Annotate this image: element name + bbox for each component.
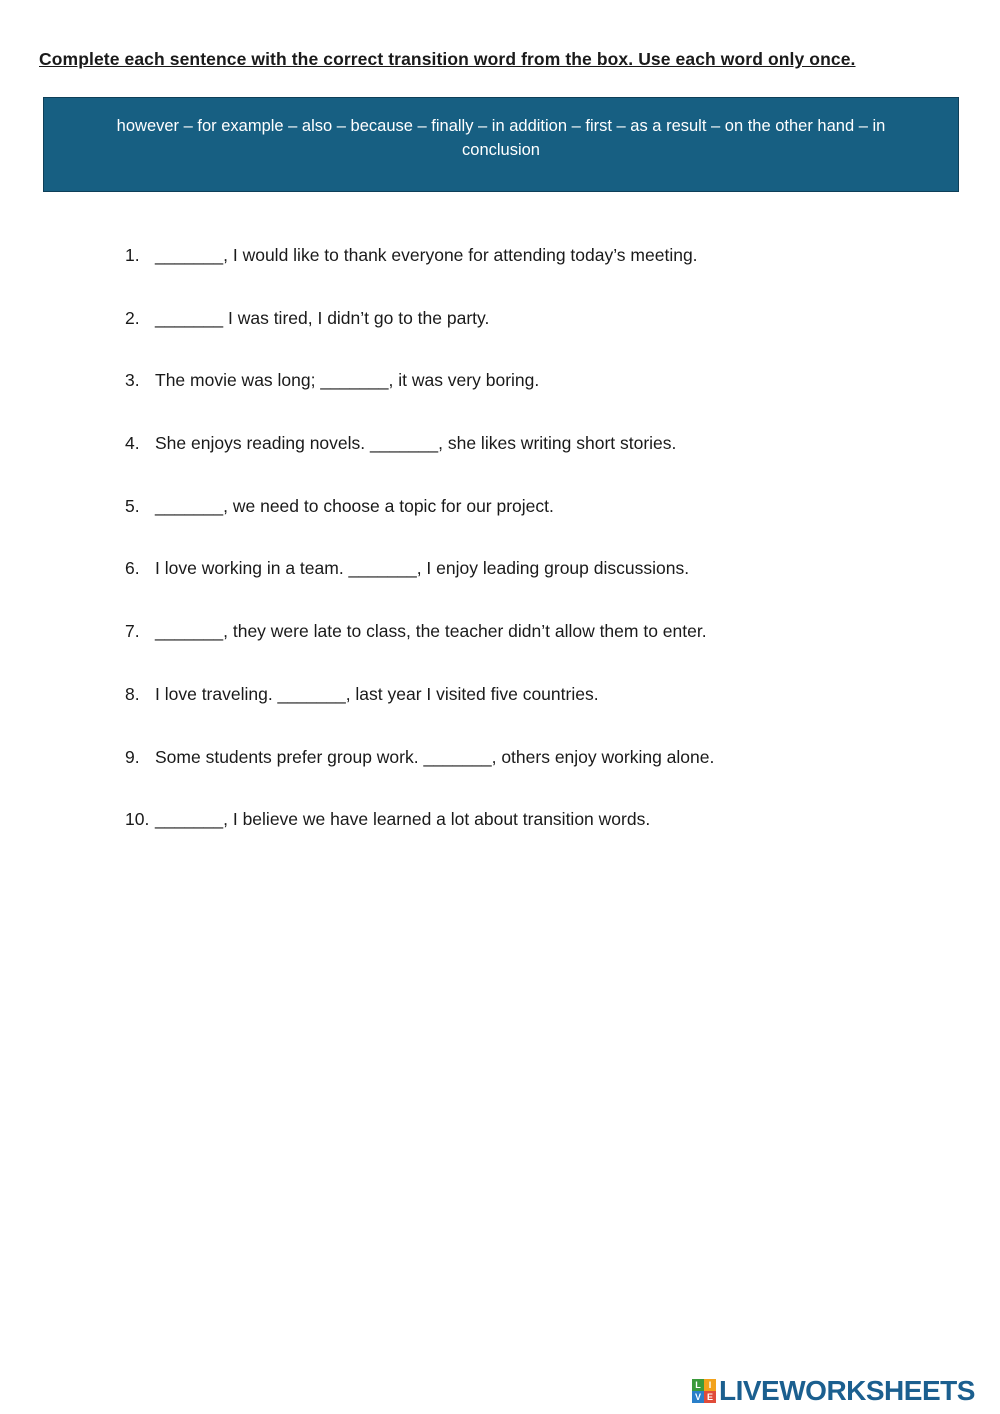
item-sentence: _______ I was tired, I didn’t go to the party. — [155, 307, 490, 328]
item-number: 6. — [125, 558, 140, 579]
exercise-list — [125, 245, 714, 872]
exercise-item — [125, 496, 714, 559]
item-number: 7. — [125, 621, 140, 642]
item-sentence: _______, I believe we have learned a lot about transition words. — [155, 809, 651, 830]
item-sentence: The movie was long; _______, it was very boring. — [155, 370, 540, 391]
logo-icon — [692, 1379, 716, 1403]
item-number: 2. — [125, 307, 140, 328]
item-sentence: Some students prefer group work. _______, others enjoy working alone. — [155, 746, 715, 767]
logo-letter: L — [692, 1379, 704, 1391]
word-bank-box — [43, 97, 959, 192]
item-number: 8. — [125, 683, 140, 704]
logo-text: LIVEWORKSHEETS — [719, 1375, 975, 1406]
item-number: 10. — [125, 809, 150, 830]
instruction-heading: Complete each sentence with the correct transition word from the box. Use each word only once. — [39, 49, 856, 69]
item-number: 1. — [125, 245, 140, 265]
exercise-item — [125, 245, 714, 308]
exercise-item — [125, 308, 714, 371]
liveworksheets-logo — [692, 1375, 975, 1407]
exercise-item — [125, 684, 714, 747]
item-number: 4. — [125, 433, 140, 454]
exercise-item — [125, 433, 714, 496]
exercise-item — [125, 558, 714, 621]
item-sentence: I love traveling. _______, last year I visited five countries. — [155, 683, 599, 704]
exercise-item — [125, 809, 714, 872]
logo-letter: V — [692, 1391, 704, 1403]
item-sentence: She enjoys reading novels. _______, she likes writing short stories. — [155, 433, 677, 454]
exercise-item — [125, 621, 714, 684]
logo-letter: E — [704, 1391, 716, 1403]
exercise-item — [125, 747, 714, 810]
item-sentence: _______, they were late to class, the teacher didn’t allow them to enter. — [155, 621, 707, 642]
word-bank-text: however – for example – also – because – finally – in addition – first – as a result – on the other hand – in conclusion — [116, 117, 886, 159]
logo-letter: I — [704, 1379, 716, 1391]
item-number: 5. — [125, 495, 140, 516]
exercise-item — [125, 370, 714, 433]
item-number: 3. — [125, 370, 140, 391]
item-sentence: _______, we need to choose a topic for our project. — [155, 495, 554, 516]
item-sentence: I love working in a team. _______, I enjoy leading group discussions. — [155, 558, 690, 579]
item-sentence: _______, I would like to thank everyone for attending today’s meeting. — [155, 245, 698, 265]
item-number: 9. — [125, 746, 140, 767]
